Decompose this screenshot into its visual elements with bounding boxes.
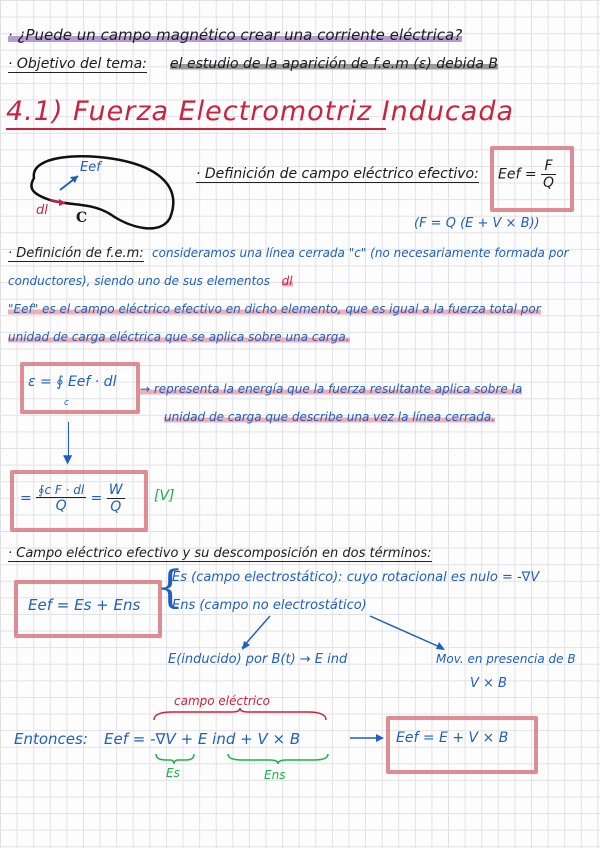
question-heading: · ¿Puede un campo magnético crear una corriente eléctrica? <box>8 26 463 44</box>
field-def-den: Q <box>543 175 555 191</box>
branch-induced: E(inducido) por B(t) → E ind <box>168 652 348 667</box>
emf-work-num1: ∮c F · dl <box>38 483 85 497</box>
emf-work-fraction1 <box>36 483 86 514</box>
objective-label-text: · Objetivo del tema: <box>8 56 147 72</box>
emf-work-den2: Q <box>110 499 122 515</box>
field-def-formula <box>498 158 556 191</box>
final-top-brace-path <box>154 708 326 720</box>
fem-def-label <box>8 246 144 261</box>
final-brace-label: campo eléctrico <box>174 694 271 708</box>
emf-meaning-line1-text: → representa la energía que la fuerza resultante aplica sobre la <box>140 382 523 396</box>
fem-def-line4-text: unidad de carga eléctrica que se aplica sobre una carga. <box>8 330 350 344</box>
down-arrow-head: ▼ <box>63 452 73 466</box>
emf-meaning-line2 <box>164 410 495 424</box>
decomp-brace: { <box>156 562 184 613</box>
final-equation: Eef = -∇V + E ind + V × B <box>104 730 301 748</box>
objective-text: el estudio de la aparición de f.e.m (ε) debida B <box>170 56 499 72</box>
fem-def-line2 <box>8 274 293 288</box>
fem-def-label-text: · Definición de f.e.m: <box>8 246 144 261</box>
branch-motion-line1: Mov. en presencia de B <box>436 652 576 666</box>
fem-def-line2-text: conductores), siendo uno de sus elementos <box>8 274 270 288</box>
final-result: Eef = E + V × B <box>396 730 509 746</box>
emf-meaning-line1 <box>140 382 522 396</box>
field-def-label-text: · Definición de campo eléctrico efectivo: <box>196 166 479 182</box>
emf-work-formula <box>20 482 125 515</box>
final-es-label: Es <box>166 766 180 780</box>
final-bottom-braces <box>152 752 342 766</box>
fem-def-line3-text: "Eef" es el campo eléctrico efectivo en dicho elemento, que es igual a la fuerza total por <box>8 302 541 316</box>
branch-arrow-right <box>370 616 442 648</box>
decomp-box-eq: Eef = Es + Ens <box>28 596 141 614</box>
es-brace-path <box>156 754 194 764</box>
final-ens-label: Ens <box>264 768 286 782</box>
dl-label: dl <box>36 203 48 218</box>
fem-def-dl: dl <box>281 274 293 288</box>
objective-label <box>8 56 147 72</box>
eef-label: Eef <box>80 160 101 175</box>
decomp-label-text: · Campo eléctrico efectivo y su descomposición en dos términos: <box>8 546 432 561</box>
lorentz-force: (F = Q (E + V × B)) <box>414 216 540 231</box>
section-title: 4.1) Fuerza Electromotriz Inducada <box>6 96 515 127</box>
branch-motion-line2: V × B <box>470 676 507 691</box>
section-title-underline <box>6 128 386 130</box>
volt-unit: [V] <box>154 488 175 504</box>
final-top-brace <box>152 708 328 722</box>
decomp-branch-arrows <box>160 612 460 654</box>
final-entonces: Entonces: <box>14 730 88 748</box>
ens-brace-path <box>228 754 328 764</box>
emf-meaning-line2-text: unidad de carga que describe una vez la línea cerrada. <box>164 410 496 424</box>
closed-loop-figure <box>20 148 190 238</box>
decomp-label <box>8 546 432 561</box>
field-def-lhs: Eef = <box>498 166 537 183</box>
dl-arrowhead <box>59 199 66 206</box>
branch-arrowhead-left <box>242 641 250 650</box>
emf-work-eq2: = <box>90 490 103 507</box>
emf-integral-sub: c <box>64 398 69 408</box>
decomp-line2: Ens (campo no electrostático) <box>172 598 367 613</box>
branch-arrowhead-right <box>436 642 445 650</box>
fem-def-line1: consideramos una línea cerrada "c" (no necesariamente formada por <box>152 246 569 260</box>
fem-def-line4 <box>8 330 350 344</box>
emf-work-den1: Q <box>55 498 67 514</box>
c-label: C <box>76 210 88 226</box>
field-def-label <box>196 166 479 182</box>
field-def-num: F <box>541 158 556 175</box>
emf-work-num2: W <box>108 482 123 498</box>
field-def-fraction <box>541 158 556 191</box>
curve-c <box>31 156 173 228</box>
emf-work-eq1: = <box>20 490 32 507</box>
emf-integral: ε = ∮ Eef · dl <box>28 374 117 390</box>
emf-work-fraction2 <box>107 482 125 515</box>
final-result-arrow <box>350 732 386 744</box>
fem-def-line3 <box>8 302 541 316</box>
final-result-arrowhead <box>376 734 384 742</box>
decomp-line1: Es (campo electrostático): cuyo rotacional es nulo = -∇V <box>172 570 540 585</box>
